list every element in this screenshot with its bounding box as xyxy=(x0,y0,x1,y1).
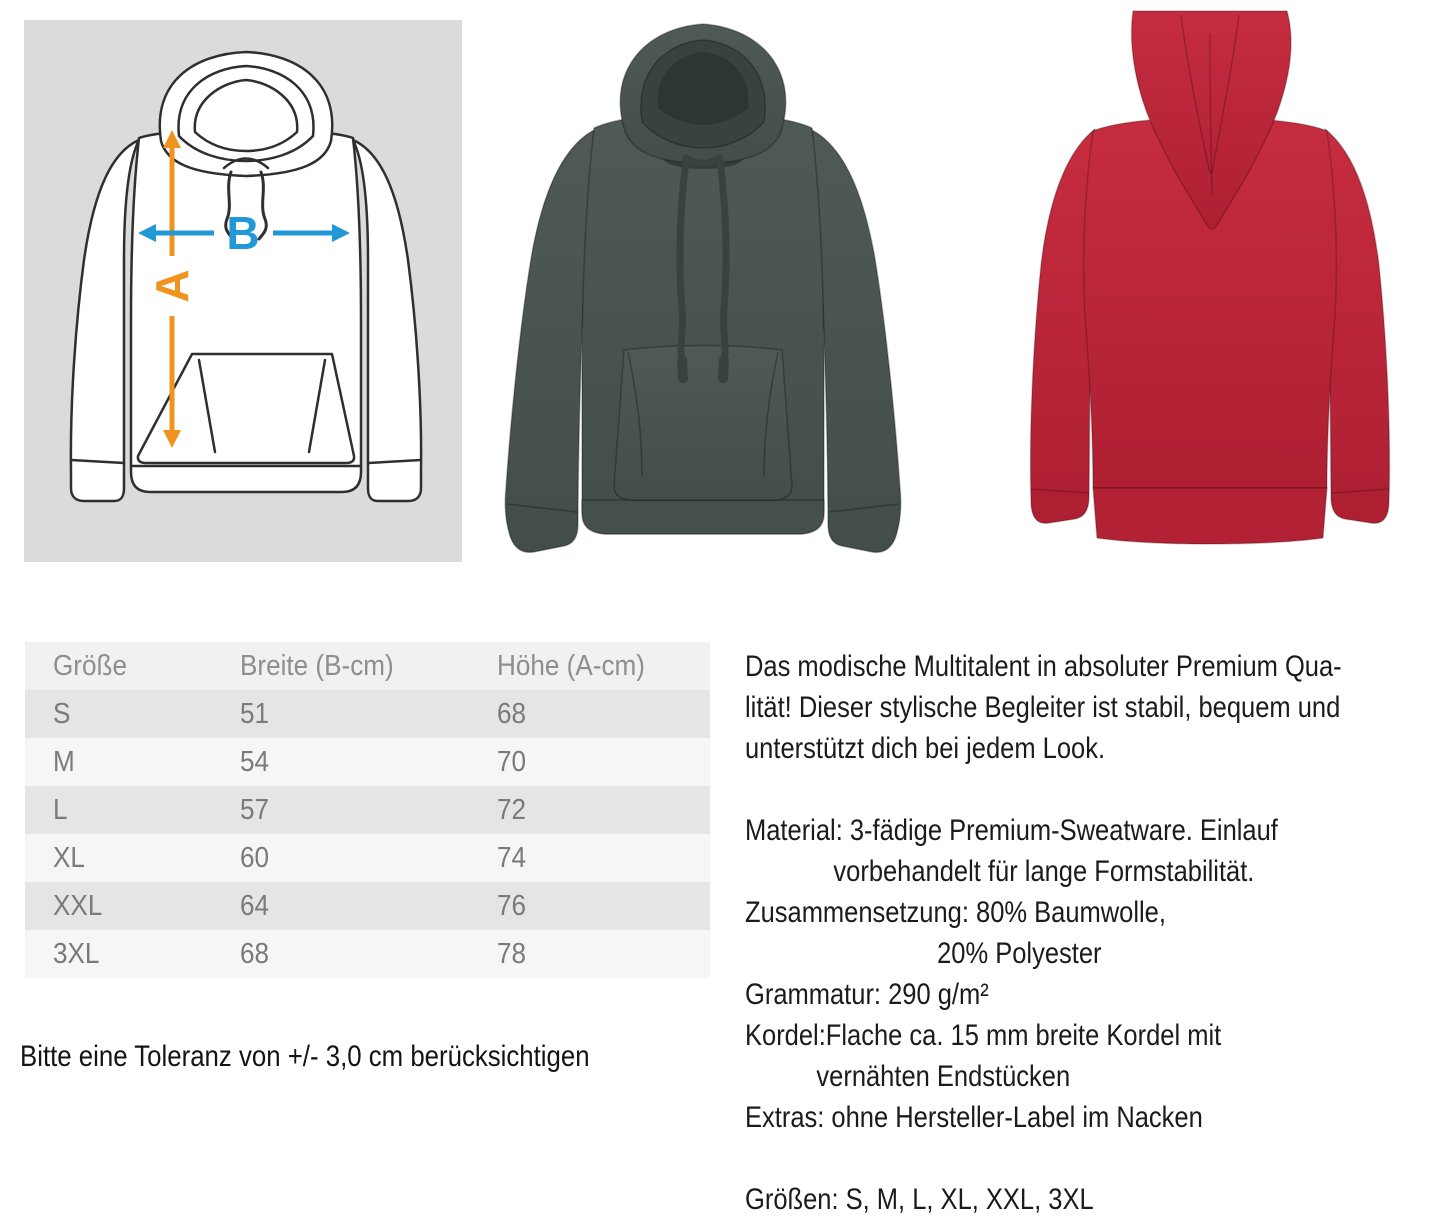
spec-line-zusammensetzung-cont: 20% Polyester xyxy=(937,937,1102,970)
breite-cell: 60 xyxy=(240,841,270,874)
spec-line-kordel-cont: vernähten Endstücken xyxy=(816,1060,1071,1093)
tolerance-note-text: Bitte eine Toleranz von +/- 3,0 cm berücksichtigen xyxy=(20,1040,590,1073)
width-label-b: B xyxy=(226,207,260,259)
back-hem-band xyxy=(1093,488,1327,544)
front-left-sleeve xyxy=(505,130,594,552)
product-photo-front xyxy=(472,8,934,560)
size-cell: XXL xyxy=(53,889,103,922)
hoehe-cell: 76 xyxy=(497,889,527,922)
product-photo-back xyxy=(985,2,1435,554)
spec-line-material: Material: 3-fädige Premium-Sweatware. Einlauf xyxy=(745,814,1278,847)
product-description xyxy=(745,646,1435,1220)
hoehe-cell: 74 xyxy=(497,841,527,874)
front-hem-band xyxy=(582,500,824,534)
description-intro-line: Das modische Multitalent in absoluter Premium Qua- xyxy=(745,650,1342,683)
size-cell: S xyxy=(53,697,71,730)
table-row-m xyxy=(25,738,710,786)
spec-line-material-cont: vorbehandelt für lange Formstabilität. xyxy=(833,855,1255,888)
size-cell: XL xyxy=(53,841,85,874)
diagram-right-sleeve xyxy=(353,140,421,501)
size-diagram-panel xyxy=(24,20,462,562)
sizes-line: Größen: S, M, L, XL, XXL, 3XL xyxy=(745,1183,1094,1216)
hoehe-cell: 70 xyxy=(497,745,527,778)
breite-cell: 57 xyxy=(240,793,270,826)
column-header-hoehe: Höhe (A-cm) xyxy=(497,649,645,682)
table-row-s xyxy=(25,690,710,738)
hoehe-cell: 78 xyxy=(497,937,527,970)
front-right-sleeve xyxy=(812,130,901,552)
table-row-xxl xyxy=(25,882,710,930)
column-header-breite: Breite (B-cm) xyxy=(240,649,394,682)
hoehe-cell: 68 xyxy=(497,697,527,730)
breite-cell: 64 xyxy=(240,889,270,922)
description-intro-line: unterstützt dich bei jedem Look. xyxy=(745,732,1106,765)
tolerance-note xyxy=(20,1036,682,1077)
spec-line-extras: Extras: ohne Hersteller-Label im Nacken xyxy=(745,1101,1203,1134)
spec-line-grammatur: Grammatur: 290 g/m² xyxy=(745,978,989,1011)
size-diagram-illustration xyxy=(24,20,462,562)
table-row-l xyxy=(25,786,710,834)
breite-cell: 51 xyxy=(240,697,270,730)
spec-line-kordel: Kordel:Flache ca. 15 mm breite Kordel mit xyxy=(745,1019,1222,1052)
description-intro-line: lität! Dieser stylische Begleiter ist stabil, bequem und xyxy=(745,691,1341,724)
size-table xyxy=(25,642,710,978)
breite-cell: 54 xyxy=(240,745,270,778)
height-label-a: A xyxy=(146,269,198,303)
size-table-header xyxy=(25,642,710,690)
spec-line-zusammensetzung: Zusammensetzung: 80% Baumwolle, xyxy=(745,896,1166,929)
front-pocket xyxy=(614,346,792,501)
size-cell: L xyxy=(53,793,68,826)
size-cell: M xyxy=(53,745,75,778)
table-row-3xl xyxy=(25,930,710,978)
breite-cell: 68 xyxy=(240,937,270,970)
column-header-groesse: Größe xyxy=(53,649,127,682)
size-cell: 3XL xyxy=(53,937,100,970)
diagram-left-sleeve xyxy=(71,140,139,501)
hoehe-cell: 72 xyxy=(497,793,527,826)
table-row-xl xyxy=(25,834,710,882)
